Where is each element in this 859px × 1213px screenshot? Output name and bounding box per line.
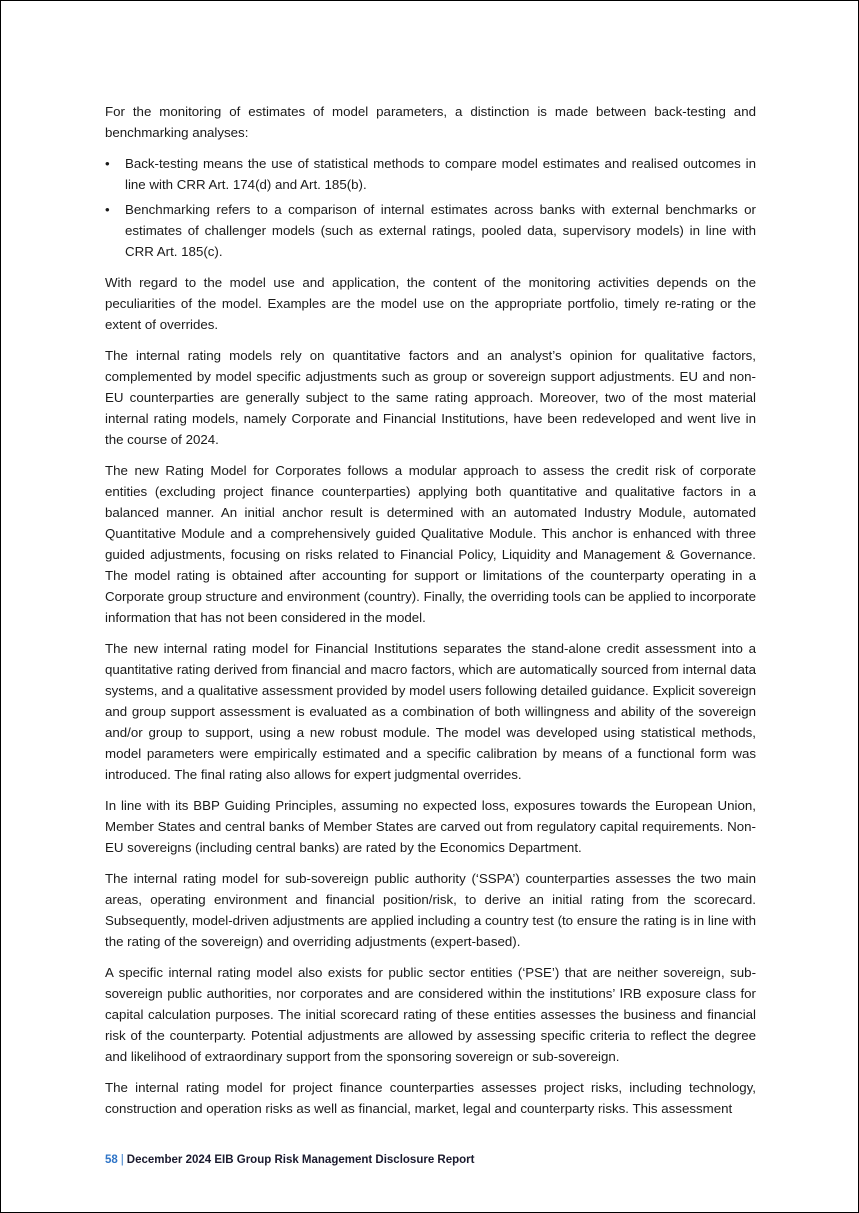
bullet-item-benchmarking: [105, 199, 756, 262]
bullet-text: Back-testing means the use of statistical methods to compare model estimates and realised outcomes in line with CRR Art. 174(d) and Art. 185(b).: [125, 156, 756, 192]
paragraph-pse-model: A specific internal rating model also exists for public sector entities (‘PSE’) that are neither sovereign, sub-sovereign public authorities, nor corporates and are considered within the institutions’ IRB exposure class for capital calculation purposes. The initial scorecard rating of these entities assesses the business and financial risk of the counterparty. Potential adjustments are allowed by assessing specific criteria to reflect the degree and likelihood of extraordinary support from the sponsoring sovereign or sub-sovereign.: [105, 965, 756, 1064]
paragraph-financial-institutions-model: The new internal rating model for Financial Institutions separates the stand-alone credit assessment into a quantitative rating derived from financial and macro factors, which are automatically sourced from internal data systems, and a qualitative assessment provided by model users following detailed guidance. Explicit sovereign and group support assessment is evaluated as a combination of both willingness and ability of the sovereign and/or group to support, using a new robust module. The model was developed using statistical methods, model parameters were empirically estimated and a specific calibration by means of a functional form was introduced. The final rating also allows for expert judgmental overrides.: [105, 641, 756, 782]
paragraph-model-use: With regard to the model use and application, the content of the monitoring activities depends on the peculiarities of the model. Examples are the model use on the appropriate portfolio, timely re-rating or the extent of overrides.: [105, 275, 756, 332]
paragraph-internal-rating-models: The internal rating models rely on quantitative factors and an analyst’s opinion for qualitative factors, complemented by model specific adjustments such as group or sovereign support adjustments. EU and non-EU counterparties are generally subject to the same rating approach. Moreover, two of the most material internal rating models, namely Corporate and Financial Institutions, have been redeveloped and went live in the course of 2024.: [105, 348, 756, 447]
page-footer: [105, 1152, 474, 1168]
bullet-icon: •: [105, 156, 110, 171]
bullet-list: [105, 153, 756, 262]
footer-separator: |: [120, 1154, 124, 1166]
bullet-item-back-testing: [105, 153, 756, 195]
page-number: 58: [105, 1154, 118, 1166]
bullet-icon: •: [105, 202, 110, 217]
paragraph-sspa-model: The internal rating model for sub-sovereign public authority (‘SSPA’) counterparties assesses the two main areas, operating environment and financial position/risk, to derive an initial rating from the scorecard. Subsequently, model-driven adjustments are applied including a country test (to ensure the rating is in line with the rating of the sovereign) and overriding adjustments (expert-based).: [105, 871, 756, 949]
paragraph-corporates-model: The new Rating Model for Corporates follows a modular approach to assess the credit risk of corporate entities (excluding project finance counterparties) applying both quantitative and qualitative factors in a balanced manner. An initial anchor result is determined with an automated Industry Module, automated Quantitative Module and a comprehensively guided Qualitative Module. This anchor is enhanced with three guided adjustments, focusing on risks related to Financial Policy, Liquidity and Management & Governance. The model rating is obtained after accounting for support or limitations of the counterparty operating in a Corporate group structure and environment (country). Finally, the overriding tools can be applied to incorporate information that has not been considered in the model.: [105, 463, 756, 625]
paragraph-bbp-guiding-principles: In line with its BBP Guiding Principles, assuming no expected loss, exposures towards the European Union, Member States and central banks of Member States are carved out from regulatory capital requirements. Non-EU sovereigns (including central banks) are rated by the Economics Department.: [105, 798, 756, 855]
page-body: [105, 101, 756, 1129]
bullet-text: Benchmarking refers to a comparison of internal estimates across banks with external benchmarks or estimates of challenger models (such as external ratings, pooled data, supervisory models) in line with CRR Art. 185(c).: [125, 202, 756, 259]
paragraph-project-finance-model: The internal rating model for project finance counterparties assesses project risks, including technology, construction and operation risks as well as financial, market, legal and counterparty risks. This assessment: [105, 1080, 756, 1116]
intro-paragraph: For the monitoring of estimates of model parameters, a distinction is made between back-testing and benchmarking analyses:: [105, 104, 756, 140]
report-title: December 2024 EIB Group Risk Management Disclosure Report: [126, 1154, 475, 1166]
